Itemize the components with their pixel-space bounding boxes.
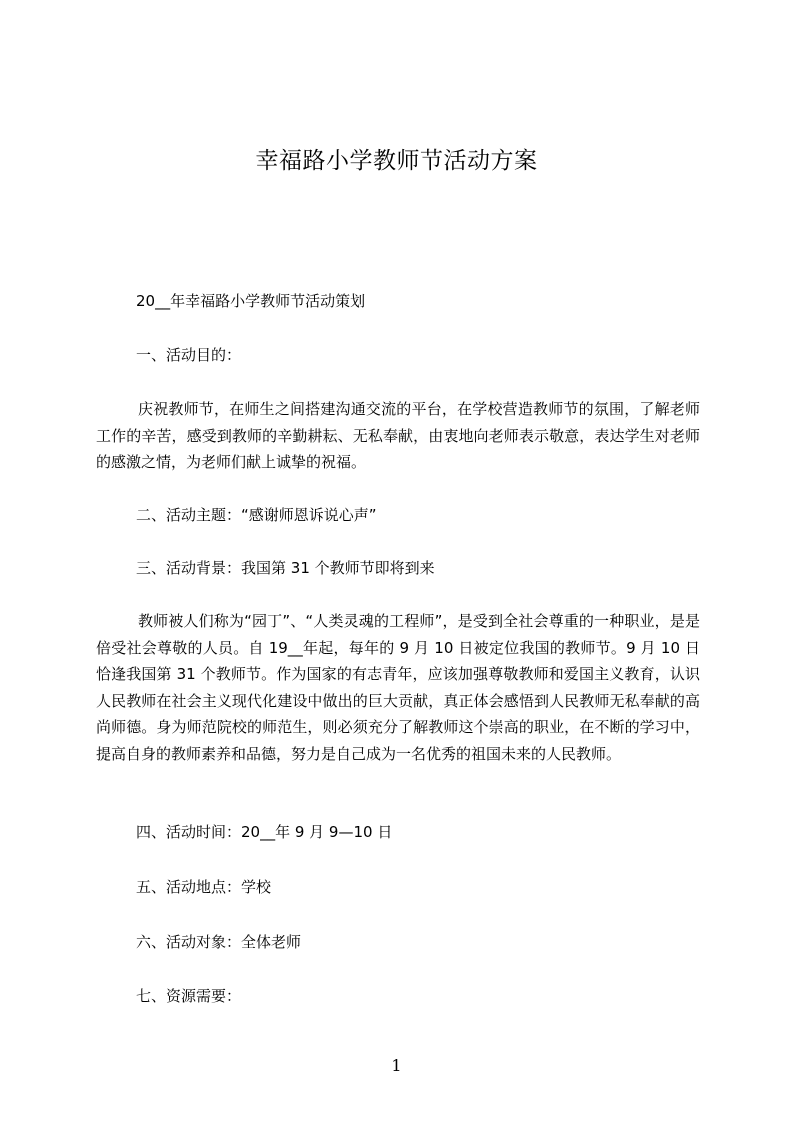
background-heading: 三、活动背景：我国第 31 个教师节即将到来 (136, 559, 435, 577)
page-number: 1 (391, 1056, 402, 1075)
background-paragraph: 教师被人们称为“园丁”、“人类灵魂的工程师”，是受到全社会尊重的一种职业，是是倍受社会尊敬的人员。自 19__年起，每年的 9 月 10 日被定位我国的教师节。9 月 10 日恰逢我国第 31 个教师节。作为国家的有志青年，应该加强尊敬教师和爱国主义教育，认识人民教师在社会主义现代化建设中做出的巨大贡献，真正体会感悟到人民教师无私奉献的高尚师德。身为师范院校的师范生，则必须充分了解教师这个崇高的职业，在不断的学习中，提高自身的教师素养和品德，努力是自己成为一名优秀的祖国未来的人民教师。 (96, 612, 700, 763)
time-line: 四、活动时间：20__年 9 月 9—10 日 (136, 823, 393, 841)
purpose-heading: 一、活动目的： (136, 346, 242, 364)
purpose-paragraph: 庆祝教师节，在师生之间搭建沟通交流的平台，在学校营造教师节的氛围，了解老师工作的辛苦，感受到教师的辛勤耕耘、无私奉献，由衷地向老师表示敬意，表达学生对老师的感激之情，为老师们献上诚挚的祝福。 (96, 400, 700, 472)
plan-subtitle: 20__年幸福路小学教师节活动策划 (136, 292, 366, 310)
resources-heading: 七、资源需要： (136, 987, 242, 1005)
audience-line: 六、活动对象：全体老师 (136, 933, 302, 951)
place-line: 五、活动地点：学校 (136, 878, 272, 896)
theme-line: 二、活动主题：“感谢师恩诉说心声” (136, 506, 377, 524)
document-title: 幸福路小学教师节活动方案 (255, 148, 538, 174)
